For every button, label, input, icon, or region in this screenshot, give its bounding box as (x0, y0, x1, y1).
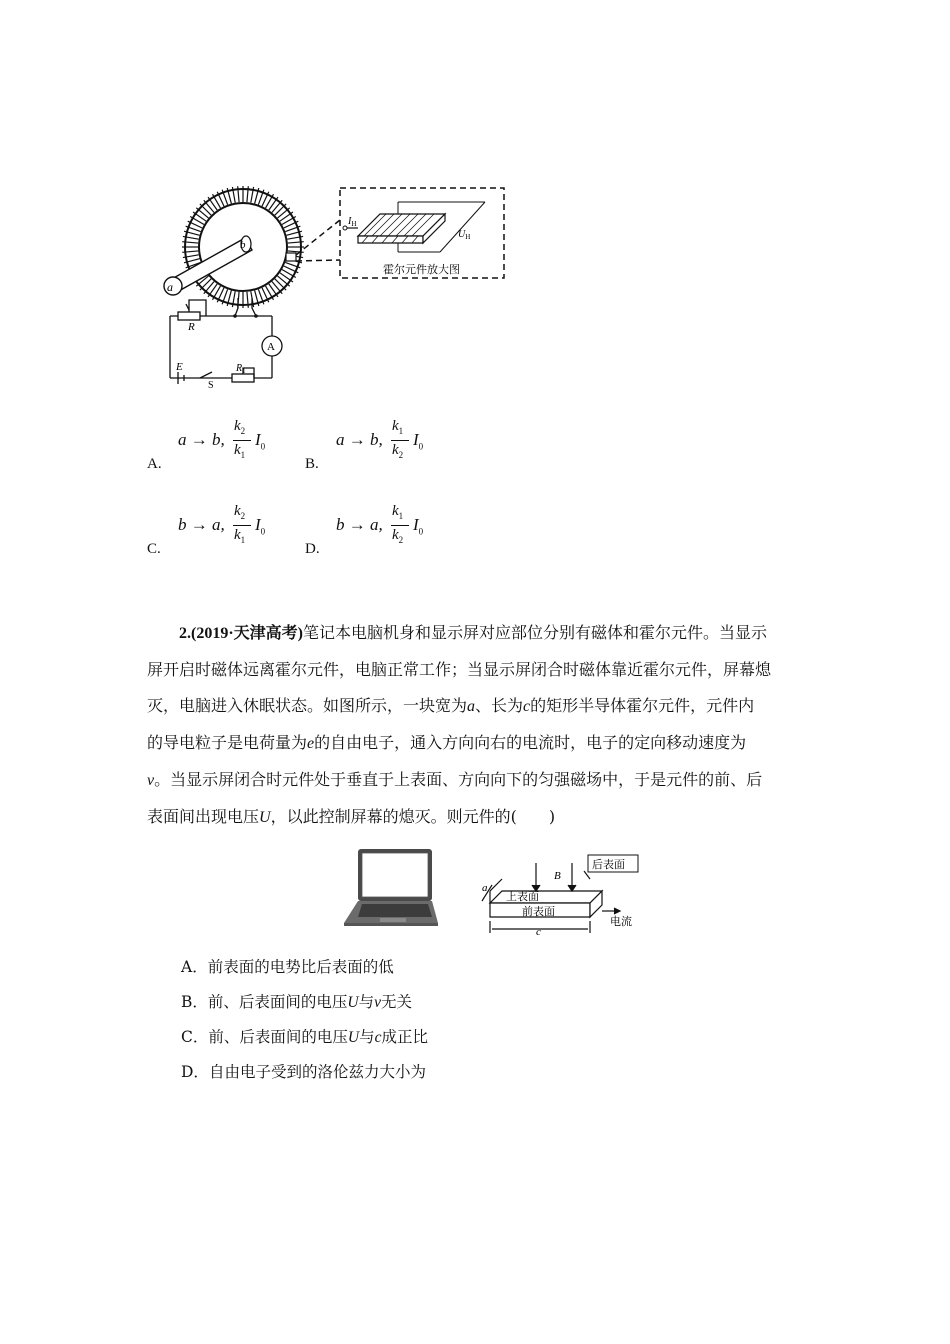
q2-line-6: 表面间出现电压U，以此控制屏幕的熄灭。则元件的( ) (147, 807, 556, 826)
label-A: A (267, 341, 275, 353)
label-c-length: c (536, 926, 541, 935)
laptop-hall-figure (340, 845, 640, 935)
option-a-expr: a → b, $k_2$ $k_1$ $I_0$ (178, 418, 266, 460)
hall-sensor-circuit-figure (140, 180, 520, 395)
label-UH: $U_H$ (458, 229, 471, 241)
option-d-expr: b → a, $k_1$ $k_2$ $I_0$ (336, 503, 424, 545)
label-a-width: a (482, 882, 488, 894)
label-top-surface: 上表面 (506, 890, 539, 903)
laptop-image (344, 849, 438, 926)
q2-source: (2019·天津高考) (191, 625, 303, 642)
label-back-surface: 后表面 (592, 858, 625, 871)
enlarge-label: 霍尔元件放大图 (383, 263, 460, 276)
q2-choice-d[interactable]: D．自由电子受到的洛伦兹力大小为 (181, 1063, 426, 1081)
label-a: a (167, 280, 173, 294)
conductor-rod (164, 236, 252, 295)
q2-stem (147, 615, 807, 836)
q2-line-4: 的导电粒子是电荷量为e的自由电子，通入方向向右的电流时，电子的定向移动速度为 (147, 733, 747, 752)
q2-line-5: v。当显示屏闭合时元件处于垂直于上表面、方向向下的匀强磁场中，于是元件的前、后 (147, 770, 763, 789)
q2-choice-c[interactable]: C．前、后表面间的电压U与c成正比 (181, 1028, 429, 1046)
label-R1: $R_1$ (236, 363, 246, 375)
hall-block (482, 863, 620, 933)
circuit (170, 298, 272, 384)
q2-line-1: 2.(2019·天津高考)笔记本电脑机身和显示屏对应部位分别有磁体和霍尔元件。当显示 (179, 623, 768, 642)
label-R: R (188, 321, 195, 333)
option-b-expr: a → b, $k_1$ $k_2$ $I_0$ (336, 418, 424, 460)
option-a-letter[interactable]: A. (147, 456, 162, 472)
hall-plate-enlarged (343, 202, 485, 252)
option-c-letter[interactable]: C. (147, 541, 161, 557)
q2-choice-a[interactable]: A．前表面的电势比后表面的低 (181, 958, 394, 976)
option-b-letter[interactable]: B. (305, 456, 319, 472)
label-current: 电流 (610, 915, 632, 928)
q2-line-2: 屏开启时磁体远离霍尔元件，电脑正常工作；当显示屏闭合时磁体靠近霍尔元件，屏幕熄 (147, 660, 772, 679)
label-E: E (176, 361, 183, 373)
label-B: B (554, 870, 561, 882)
option-c-expr: b → a, $k_2$ $k_1$ $I_0$ (178, 503, 266, 545)
label-b: b (240, 239, 246, 251)
option-d-letter[interactable]: D. (305, 541, 320, 557)
q2-line-3: 灭，电脑进入休眠状态。如图所示，一块宽为a、长为c的矩形半导体霍尔元件，元件内 (147, 696, 755, 715)
label-S: S (208, 380, 214, 391)
label-front-surface: 前表面 (522, 905, 555, 918)
q2-choice-b[interactable]: B．前、后表面间的电压U与v无关 (181, 993, 413, 1011)
q2-number: 2. (179, 625, 191, 642)
label-IH: $I_H$ (348, 216, 357, 228)
